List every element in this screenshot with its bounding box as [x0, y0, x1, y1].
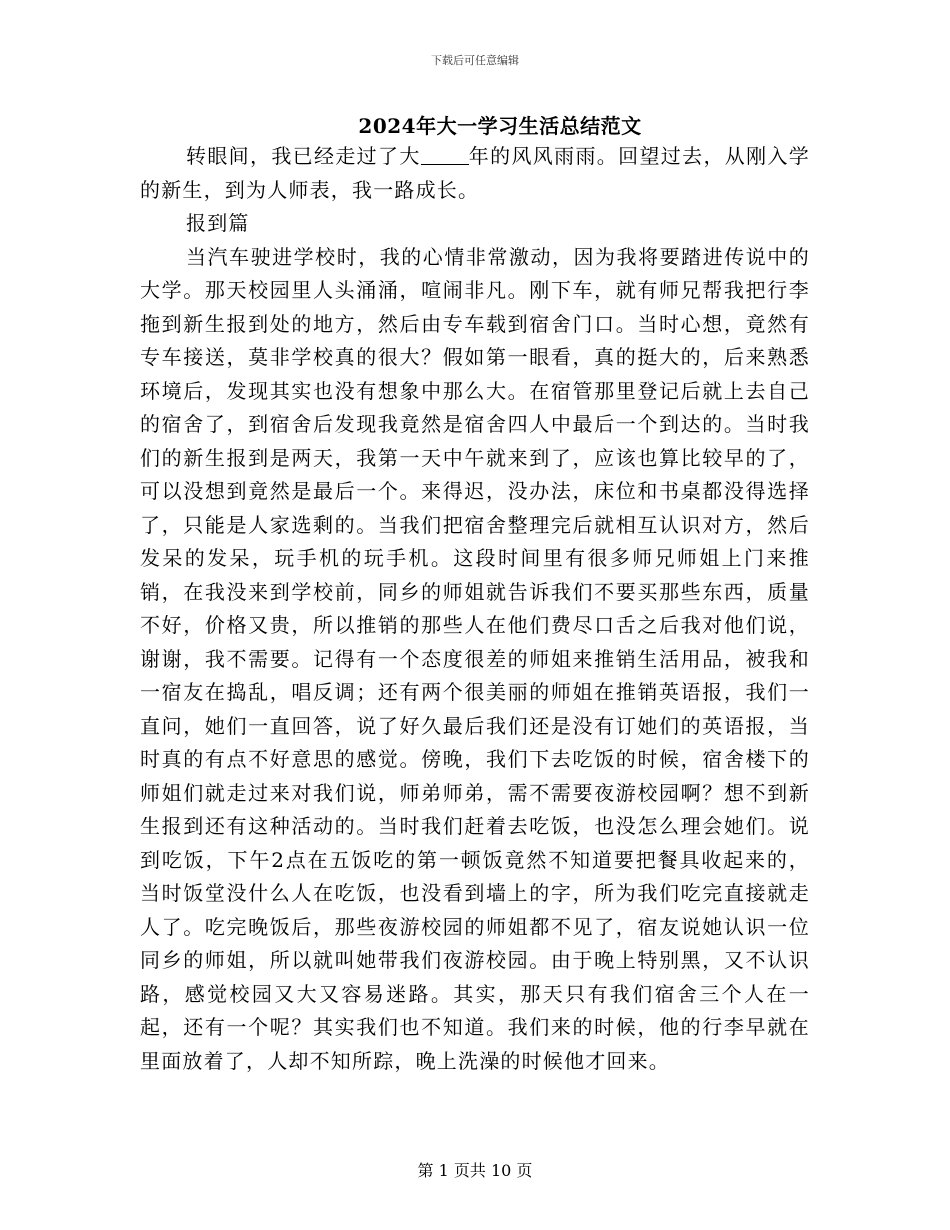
document-body: [140, 140, 810, 1078]
page-header: 下载后可任意编辑: [431, 54, 519, 67]
fill-in-blank: [421, 146, 469, 165]
intro-text-before-blank: 转眼间，我已经走过了大: [186, 144, 421, 168]
section-heading: 报到篇: [186, 211, 250, 235]
page-footer: 第 1 页共 10 页: [417, 1161, 533, 1180]
document-title: 2024年大一学习生活总结范文: [358, 114, 642, 138]
paragraph-intro: [140, 140, 810, 207]
intro-text-after-blank: 年的风风雨雨。回望过去，从刚入学的新生，到为人师表，我一路成长。: [140, 144, 811, 202]
paragraph-body: 当汽车驶进学校时，我的心情非常激动，因为我将要踏进传说中的大学。那天校园里人头涌涌，喧闹非凡。刚下车，就有师兄帮我把行李拖到新生报到处的地方，然后由专车载到宿舍门口。当时心想，竟然有专车接送，莫非学校真的很大？假如第一眼看，真的挺大的，后来熟悉环境后，发现其实也没有想象中那么大。在宿管那里登记后就上去自己的宿舍了，到宿舍后发现我竟然是宿舍四人中最后一个到达的。当时我们的新生报到是两天，我第一天中午就来到了，应该也算比较早的了，可以没想到竟然是最后一个。来得迟，没办法，床位和书桌都没得选择了，只能是人家选剩的。当我们把宿舍整理完后就相互认识对方，然后发呆的发呆，玩手机的玩手机。这段时间里有很多师兄师姐上门来推销，在我没来到学校前，同乡的师姐就告诉我们不要买那些东西，质量不好，价格又贵，所以推销的那些人在他们费尽口舌之后我对他们说，谢谢，我不需要。记得有一个态度很差的师姐来推销生活用品，被我和一宿友在捣乱，唱反调；还有两个很美丽的师姐在推销英语报，我们一直问，她们一直回答，说了好久最后我们还是没有订她们的英语报，当时真的有点不好意思的感觉。傍晚，我们下去吃饭的时候，宿舍楼下的师姐们就走过来对我们说，师弟师弟，需不需要夜游校园啊？想不到新生报到还有这种活动的。当时我们赶着去吃饭，也没怎么理会她们。说到吃饭，下午2点在五饭吃的第一顿饭竟然不知道要把餐具收起来的，当时饭堂没什么人在吃饭，也没看到墙上的字，所为我们吃完直接就走人了。吃完晚饭后，那些夜游校园的师姐都不见了，宿友说她认识一位同乡的师姐，所以就叫她带我们夜游校园。由于晚上特别黑，又不认识路，感觉校园又大又容易迷路。其实，那天只有我们宿舍三个人在一起，还有一个呢？其实我们也不知道。我们来的时候，他的行李早就在里面放着了，人却不知所踪，晚上洗澡的时候他才回来。: [140, 244, 810, 1073]
